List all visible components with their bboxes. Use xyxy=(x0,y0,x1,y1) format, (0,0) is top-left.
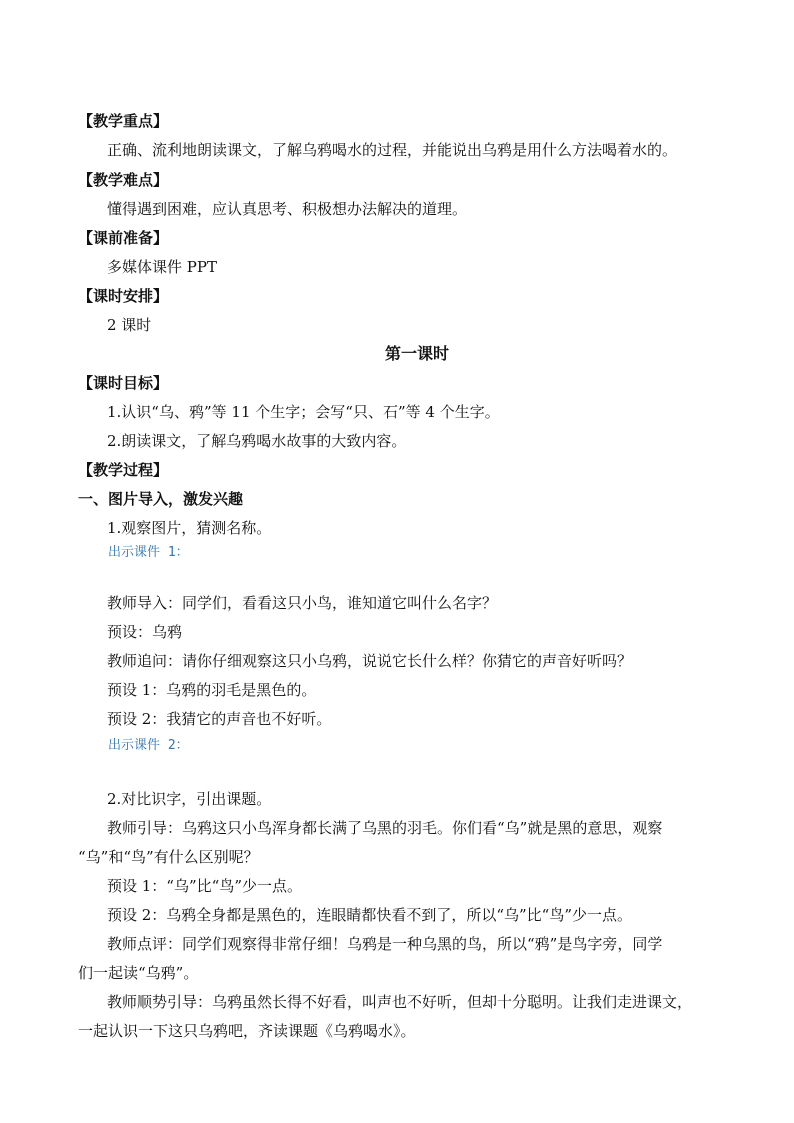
difficulty-heading: 【教学难点】 xyxy=(78,171,169,189)
preparation-heading: 【课前准备】 xyxy=(78,229,169,247)
courseware-2-note: 出示课件 2： xyxy=(108,738,189,753)
goal-2: 2.朗读课文，了解乌鸦喝水故事的大致内容。 xyxy=(107,432,407,450)
teacher-intro: 教师导入：同学们，看看这只小鸟，谁知道它叫什么名字？ xyxy=(107,594,498,612)
goals-heading: 【课时目标】 xyxy=(78,374,169,392)
teacher-ask: 教师追问：请你仔细观察这只小乌鸦，说说它长什么样？你猜它的声音好听吗？ xyxy=(107,652,633,670)
step-1: 1.观察图片，猜测名称。 xyxy=(107,519,272,537)
goal-1: 1.认识“乌、鸦”等 11 个生字；会写“只、石”等 4 个生字。 xyxy=(107,403,500,421)
key-points-heading: 【教学重点】 xyxy=(78,112,169,130)
preset-1b: 预设 1：“乌”比“鸟”少一点。 xyxy=(107,877,302,895)
key-points-text: 正确、流利地朗读课文，了解乌鸦喝水的过程，并能说出乌鸦是用什么方法喝着水的。 xyxy=(107,141,678,159)
courseware-1-note: 出示课件 1： xyxy=(108,545,189,560)
part-1-heading: 一、图片导入，激发兴趣 xyxy=(78,490,244,508)
process-heading: 【教学过程】 xyxy=(78,461,169,479)
schedule-heading: 【课时安排】 xyxy=(78,287,169,305)
schedule-text: 2 课时 xyxy=(107,316,152,334)
step-2: 2.对比识字，引出课题。 xyxy=(107,790,272,808)
teacher-comment-line-1: 教师点评：同学们观察得非常仔细！乌鸦是一种乌黑的鸟，所以“鸦”是鸟字旁，同学 xyxy=(107,935,663,953)
preset-answer: 预设：乌鸦 xyxy=(107,623,183,641)
preset-2b: 预设 2：乌鸦全身都是黑色的，连眼睛都快看不到了，所以“乌”比“鸟”少一点。 xyxy=(107,906,632,924)
teacher-guide-line-1: 教师引导：乌鸦这只小鸟浑身都长满了乌黑的羽毛。你们看“乌”就是黑的意思，观察 xyxy=(107,819,663,837)
preset-1a: 预设 1：乌鸦的羽毛是黑色的。 xyxy=(107,681,317,699)
preparation-text: 多媒体课件 PPT xyxy=(107,258,217,276)
teacher-comment-line-2: 们一起读“乌鸦”。 xyxy=(78,964,199,982)
difficulty-text: 懂得遇到困难，应认真思考、积极想办法解决的道理。 xyxy=(107,200,468,218)
teacher-lead-line-1: 教师顺势引导：乌鸦虽然长得不好看，叫声也不好听，但却十分聪明。让我们走进课文， xyxy=(107,993,693,1011)
preset-2a: 预设 2：我猜它的声音也不好听。 xyxy=(107,710,332,728)
teacher-lead-line-2: 一起认识一下这只乌鸦吧，齐读课题《乌鸦喝水》。 xyxy=(78,1022,416,1040)
teacher-guide-line-2: “乌”和“鸟”有什么区别呢？ xyxy=(78,848,259,866)
lesson-title: 第一课时 xyxy=(384,344,449,363)
